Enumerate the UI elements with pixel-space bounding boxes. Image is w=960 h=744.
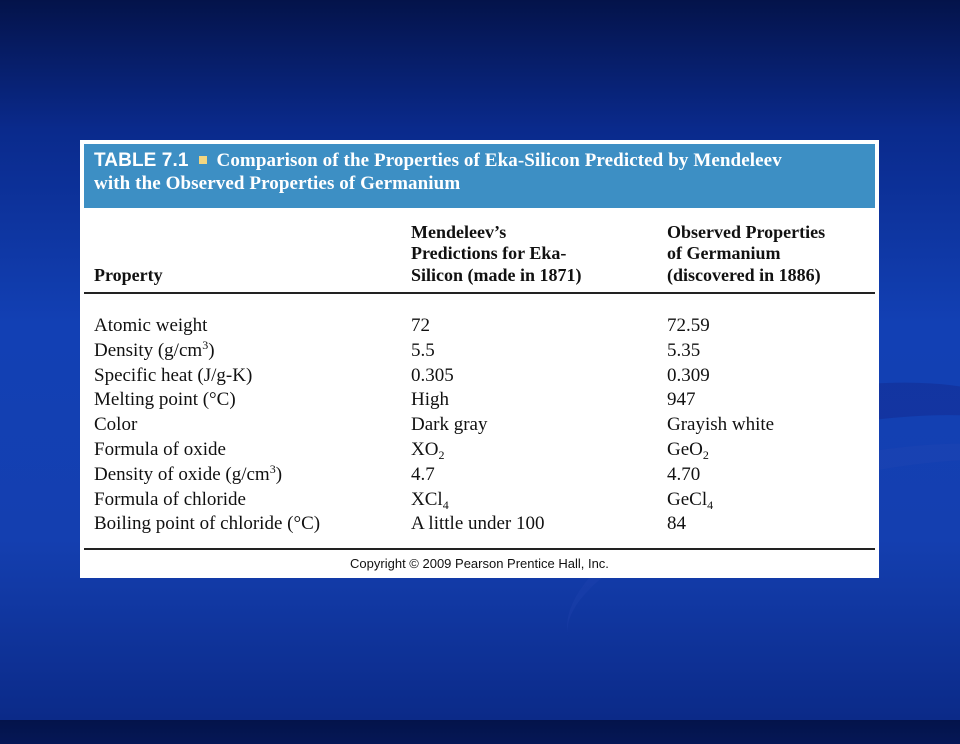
column-header-line: Predictions for Eka-	[411, 243, 567, 263]
column-header-line: of Germanium	[667, 243, 781, 263]
square-bullet-icon	[199, 156, 207, 164]
column-header-property	[94, 265, 163, 287]
cell-prediction: $XO_2$	[411, 438, 445, 462]
cell-prediction: 4.7	[411, 463, 435, 485]
cell-prediction: A little under 100	[411, 513, 545, 535]
column-header-line: (discovered in 1886)	[667, 264, 821, 285]
table-title-line-2: with the Observed Properties of Germanium	[94, 173, 461, 194]
cell-property: Atomic weight	[94, 315, 208, 336]
cell-property: Density $(g/cm^3)$	[94, 337, 215, 361]
footer-rule	[84, 548, 875, 550]
table-figure	[80, 140, 879, 578]
cell-observed: 947	[667, 389, 696, 411]
cell-property: Density of oxide $(g/cm^3)$	[94, 461, 283, 485]
cell-property: Color	[94, 414, 138, 436]
column-header-observed	[667, 222, 825, 287]
cell-observed: Grayish white	[667, 414, 775, 436]
table-row	[84, 339, 875, 364]
table-row	[84, 413, 875, 438]
copyright-notice: Copyright © 2009 Pearson Prentice Hall, Inc.	[350, 556, 609, 571]
cell-observed: 5.35	[667, 339, 701, 361]
cell-property: Formula of chloride	[94, 488, 246, 510]
cell-observed: GeCl$_4$	[667, 488, 714, 512]
cell-observed: GeO$_2$	[667, 438, 709, 462]
cell-property: Specific heat (J/g-K)	[94, 364, 253, 386]
table-title-line-1	[94, 149, 875, 172]
cell-observed: 0.309	[667, 364, 710, 386]
table-title-text: Comparison of the Properties of Eka-Silicon Predicted by Mendeleev	[216, 150, 782, 171]
table-row	[84, 463, 875, 488]
table-header	[84, 144, 875, 208]
cell-prediction: 5.5	[411, 339, 435, 361]
table-row	[84, 364, 875, 389]
cell-prediction: 72	[411, 315, 430, 336]
cell-prediction: 0.305	[411, 364, 454, 386]
cell-observed: 72.59	[667, 315, 710, 336]
column-header-line: Silicon (made in 1871)	[411, 264, 582, 285]
cell-observed: 84	[667, 513, 686, 535]
table-row	[84, 488, 875, 513]
header-rule	[84, 292, 875, 294]
cell-prediction: Dark gray	[411, 414, 488, 436]
column-header-line: Property	[94, 264, 163, 285]
cell-prediction: XCl$_4$	[411, 488, 449, 512]
column-header-line: Mendeleev’s	[411, 221, 507, 242]
column-header-line: Observed Properties	[667, 221, 826, 242]
cell-property: Formula of oxide	[94, 438, 226, 460]
cell-property: Melting point (°C)	[94, 389, 236, 411]
table-body	[84, 314, 875, 537]
table-label: TABLE 7.1	[94, 150, 189, 171]
cell-prediction: High	[411, 389, 449, 411]
table-row	[84, 388, 875, 413]
table-row	[84, 512, 875, 537]
column-header-predictions	[411, 222, 582, 287]
cell-observed: 4.70	[667, 463, 701, 485]
column-headers	[84, 218, 875, 292]
table-row	[84, 314, 875, 339]
table-row	[84, 438, 875, 463]
cell-property: Boiling point of chloride (°C)	[94, 513, 321, 535]
